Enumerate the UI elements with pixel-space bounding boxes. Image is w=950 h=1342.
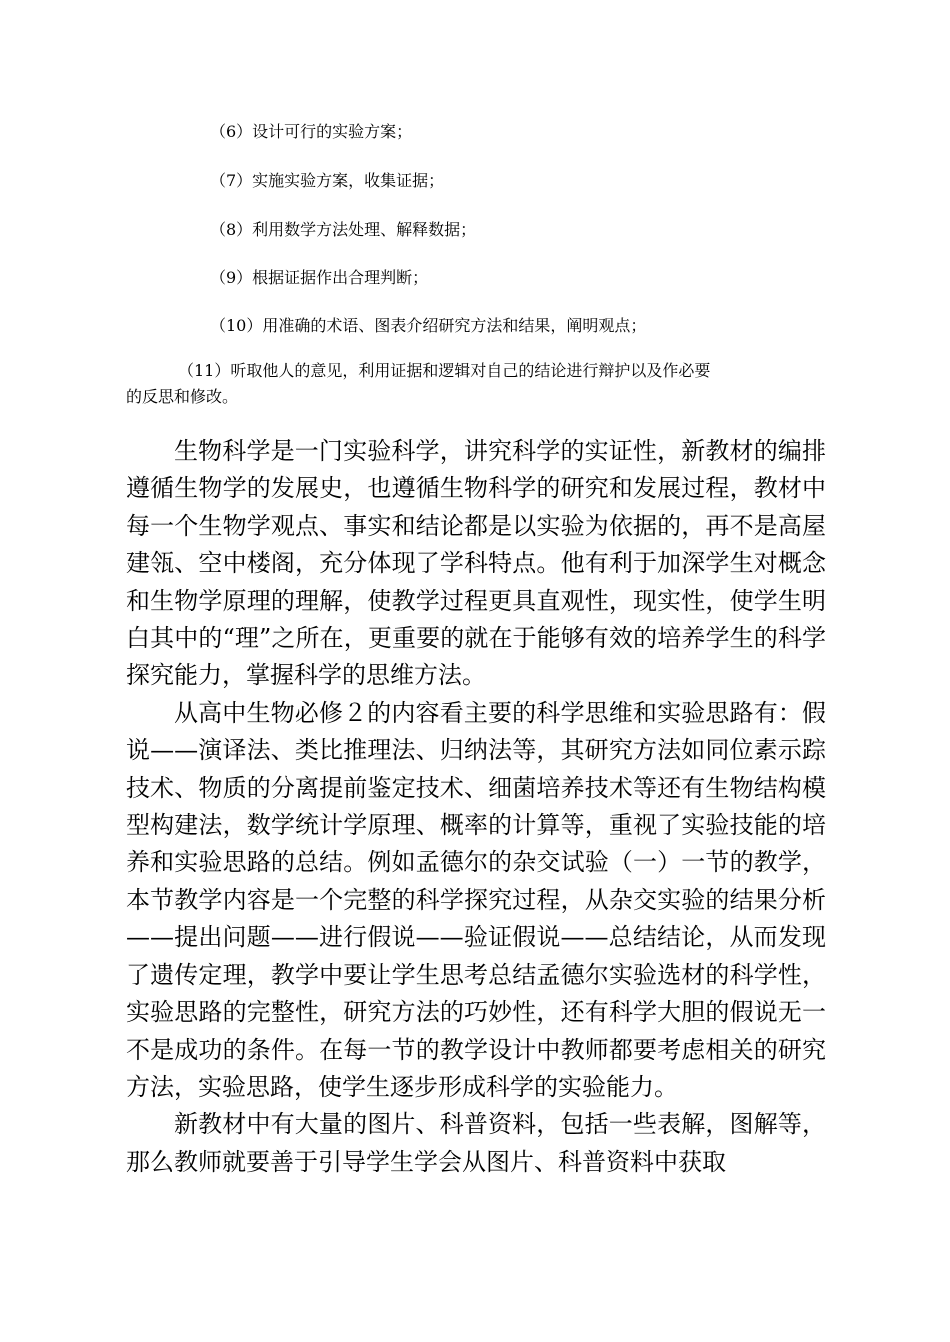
list-item-9: （9）根据证据作出合理判断； — [210, 268, 429, 287]
list-item-11 — [126, 358, 826, 410]
paragraph-1: 生物科学是一门实验科学，讲究科学的实证性，新教材的编排遵循生物学的发展史，也遵循生物科学的研究和发展过程，教材中每一个生物学观点、事实和结论都是以实验为依据的，再不是高屋建瓴、空中楼阁，充分体现了学科特点。他有利于加深学生对概念和生物学原理的理解，使教学过程更具直观性，现实性，使学生明白其中的“理”之所在，更重要的就在于能够有效的培养学生的科学探究能力，掌握科学的思维方法。 — [126, 437, 826, 690]
paragraph-2: 从高中生物必修２的内容看主要的科学思维和实验思路有：假说——演译法、类比推理法、归纳法等，其研究方法如同位素示踪技术、物质的分离提前鉴定技术、细菌培养技术等还有生物结构模型构建法，数学统计学原理、概率的计算等，重视了实验技能的培养和实验思路的总结。例如孟德尔的杂交试验（一）一节的教学，本节教学内容是一个完整的科学探究过程，从杂交实验的结果分析——提出问题——进行假说——验证假说——总结结论，从而发现了遗传定理，教学中要让学生思考总结孟德尔实验选材的科学性，实验思路的完整性，研究方法的巧妙性，还有科学大胆的假说无一不是成功的条件。在每一节的教学设计中教师都要考虑相关的研究方法，实验思路，使学生逐步形成科学的实验能力。 — [126, 698, 826, 1101]
list-item-6: （6）设计可行的实验方案； — [210, 122, 413, 141]
list-item-10: （10）用准确的术语、图表介绍研究方法和结果，阐明观点； — [210, 316, 647, 335]
list-item-11-line2: 的反思和修改。 — [126, 387, 239, 406]
paragraph-3: 新教材中有大量的图片、科普资料，包括一些表解，图解等，那么教师就要善于引导学生学会从图片、科普资料中获取 — [126, 1110, 826, 1176]
list-item-7: （7）实施实验方案，收集证据； — [210, 171, 445, 190]
list-item-11-line1: （11）听取他人的意见，利用证据和逻辑对自己的结论进行辩护以及作必要 — [178, 361, 711, 380]
list-item-8: （8）利用数学方法处理、解释数据； — [210, 220, 477, 239]
body-text — [126, 433, 826, 1181]
